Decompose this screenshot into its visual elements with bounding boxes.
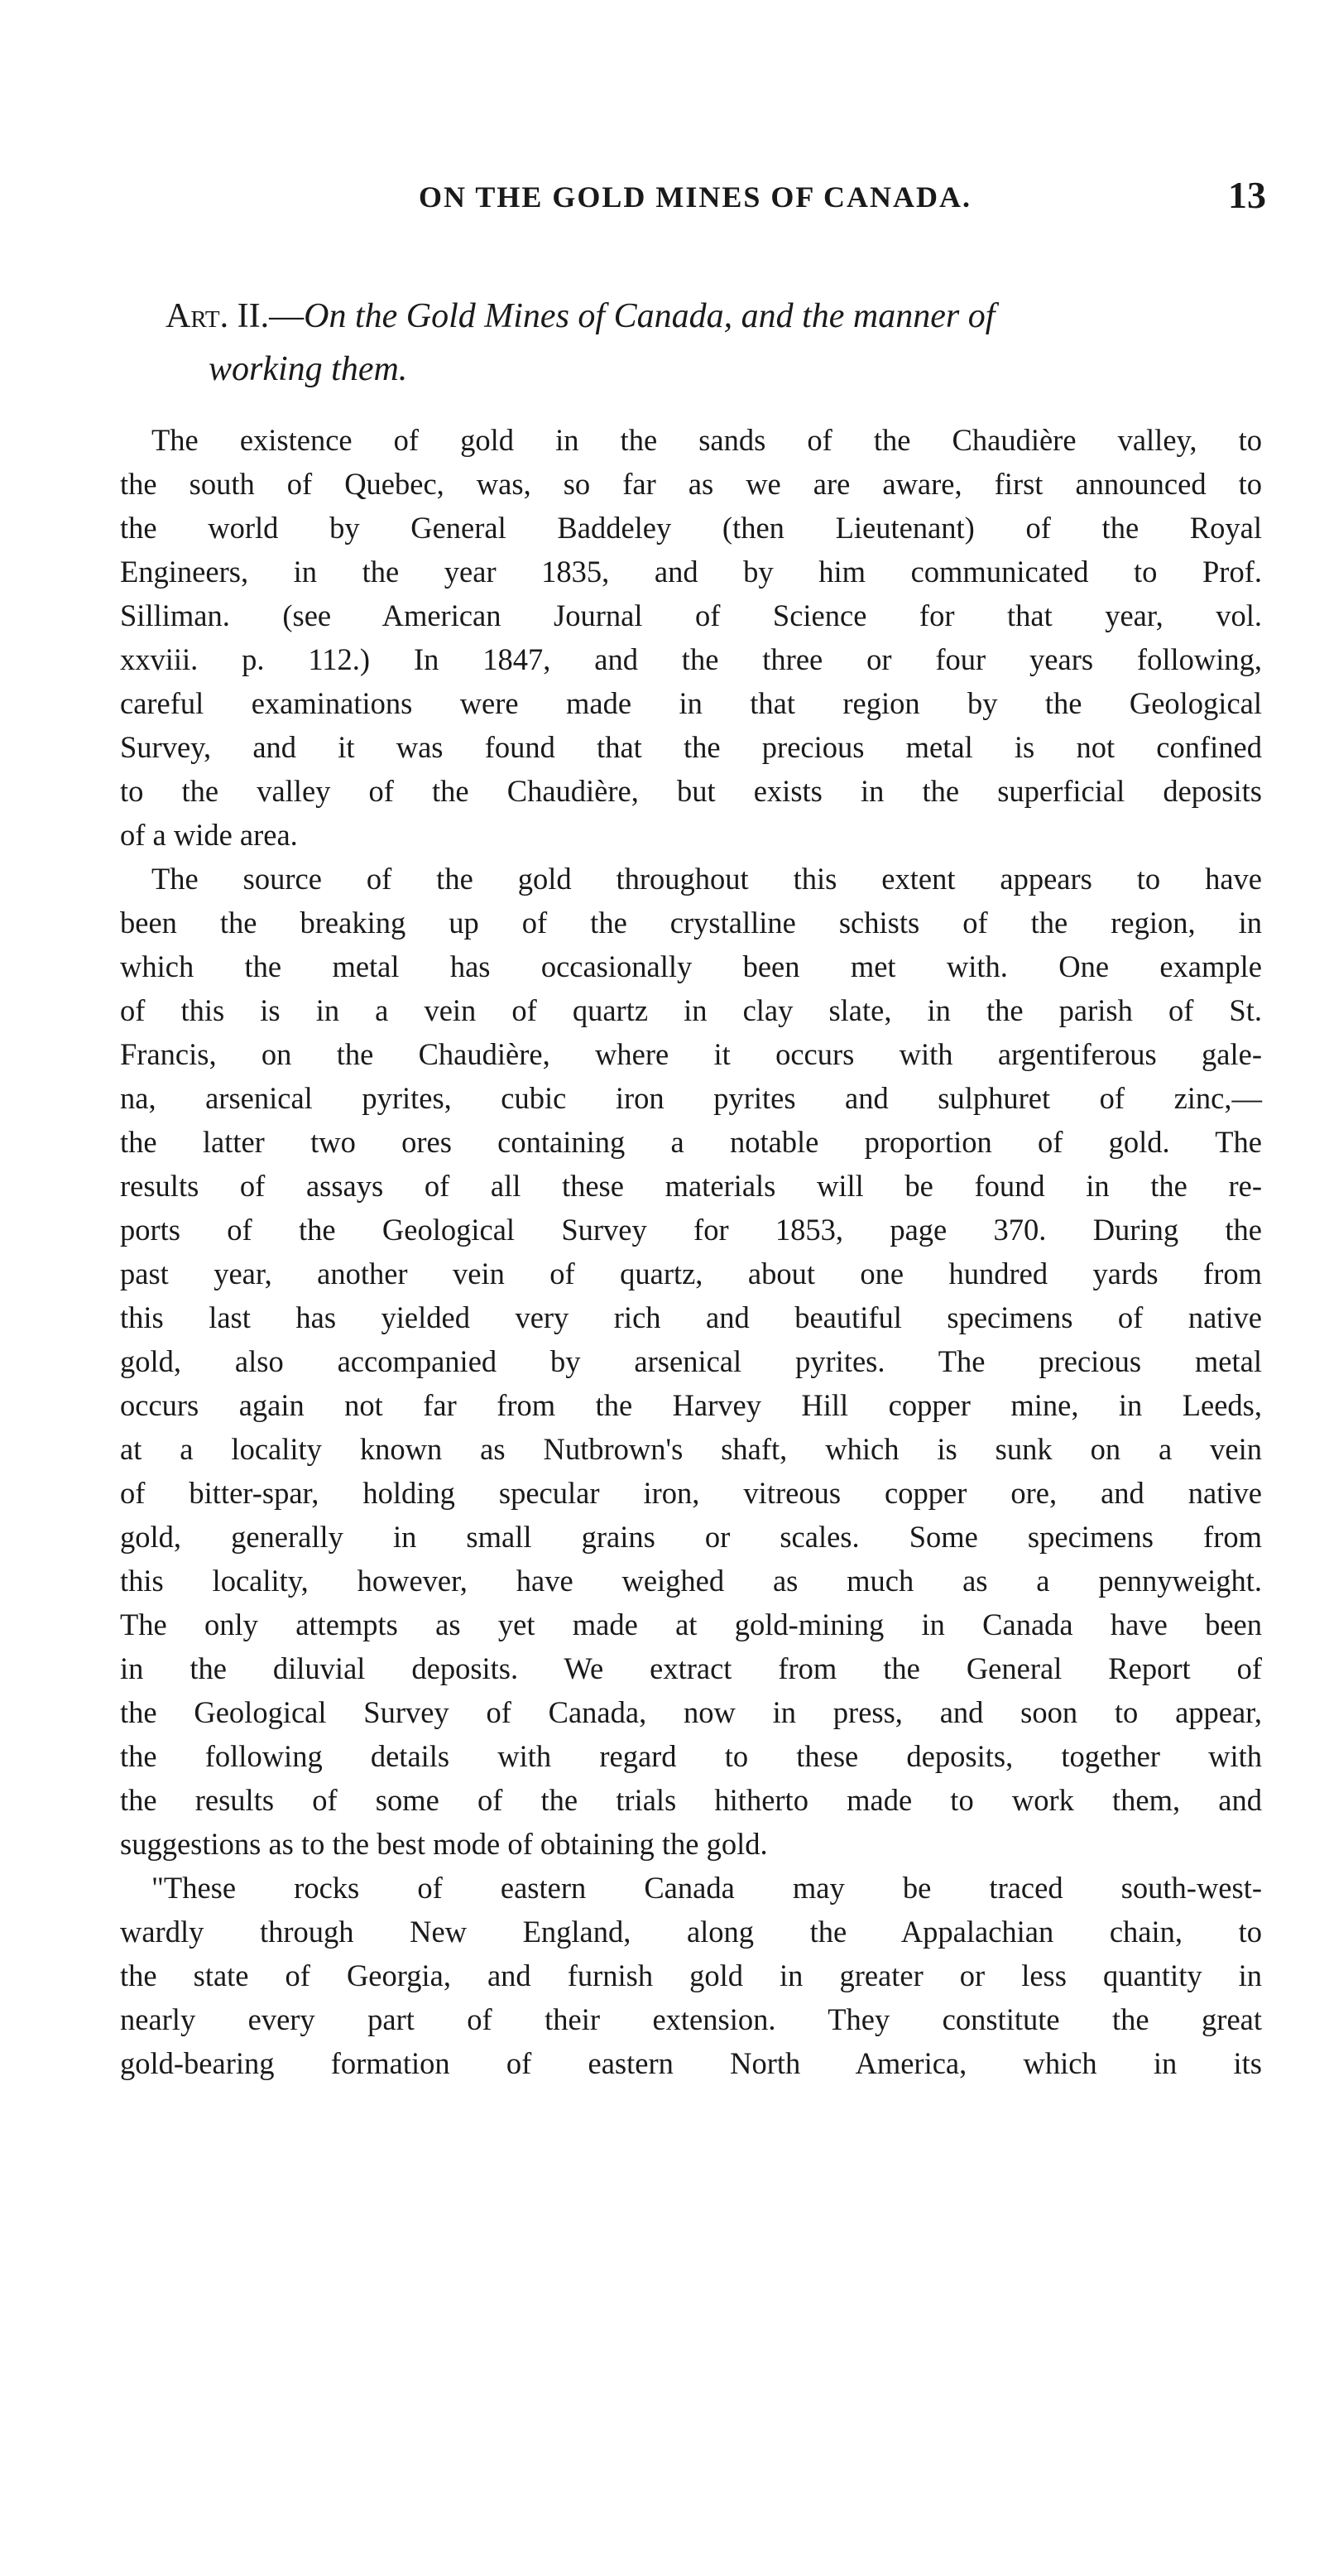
text-line: the Geological Survey of Canada, now in press, and soon to appear, bbox=[120, 1695, 1262, 1729]
paragraph bbox=[120, 857, 1262, 1866]
text-line: which the metal has occasionally been met with. One example bbox=[120, 949, 1262, 983]
text-line: occurs again not far from the Harvey Hill copper mine, in Leeds, bbox=[120, 1388, 1262, 1422]
text-line: the state of Georgia, and furnish gold in greater or less quantity in bbox=[120, 1958, 1262, 1992]
text-line: The existence of gold in the sands of the Chaudière valley, to bbox=[151, 423, 1262, 457]
text-line: Francis, on the Chaudière, where it occurs with argentiferous gale- bbox=[120, 1037, 1262, 1071]
text-line: xxviii. p. 112.) In 1847, and the three or four years following, bbox=[120, 642, 1262, 676]
text-line: The source of the gold throughout this extent appears to have bbox=[151, 862, 1262, 896]
text-line: of a wide area. bbox=[120, 818, 298, 852]
text-line: gold, generally in small grains or scales. Some specimens from bbox=[120, 1520, 1262, 1554]
article-label: Art. II. bbox=[166, 297, 270, 335]
article-title-part-2: working them. bbox=[209, 350, 408, 388]
text-line: gold-bearing formation of eastern North America, which in its bbox=[120, 2046, 1262, 2080]
text-line: in the diluvial deposits. We extract from the General Report of bbox=[120, 1651, 1262, 1685]
page-number: 13 bbox=[1228, 174, 1266, 216]
text-line: the results of some of the trials hitherto made to work them, and bbox=[120, 1783, 1262, 1817]
text-line: the following details with regard to these deposits, together with bbox=[120, 1739, 1262, 1773]
text-line: this last has yielded very rich and beautiful specimens of native bbox=[120, 1300, 1262, 1334]
text-line: Silliman. (see American Journal of Science for that year, vol. bbox=[120, 598, 1262, 632]
text-line: na, arsenical pyrites, cubic iron pyrites and sulphuret of zinc,— bbox=[120, 1081, 1262, 1115]
text-line: past year, another vein of quartz, about one hundred yards from bbox=[120, 1257, 1262, 1290]
text-line: ports of the Geological Survey for 1853, page 370. During the bbox=[120, 1213, 1262, 1247]
text-line: Engineers, in the year 1835, and by him communicated to Prof. bbox=[120, 555, 1262, 589]
text-line: the latter two ores containing a notable proportion of gold. The bbox=[120, 1125, 1262, 1159]
text-line: results of assays of all these materials will be found in the re- bbox=[120, 1169, 1262, 1203]
running-title: ON THE GOLD MINES OF CANADA. bbox=[418, 180, 972, 214]
text-line: at a locality known as Nutbrown's shaft, which is sunk on a vein bbox=[120, 1432, 1262, 1466]
text-line: suggestions as to the best mode of obtaining the gold. bbox=[120, 1827, 768, 1861]
text-line: nearly every part of their extension. They constitute the great bbox=[120, 2002, 1262, 2036]
text-line: the world by General Baddeley (then Lieutenant) of the Royal bbox=[120, 511, 1262, 545]
article-heading bbox=[166, 290, 1258, 396]
text-line: wardly through New England, along the Appalachian chain, to bbox=[120, 1915, 1262, 1949]
text-line: this locality, however, have weighed as much as a pennyweight. bbox=[120, 1564, 1262, 1598]
article-heading-line-1 bbox=[166, 290, 1258, 343]
text-line: "These rocks of eastern Canada may be traced south-west- bbox=[151, 1871, 1262, 1905]
body-text bbox=[120, 418, 1262, 2085]
article-dash: — bbox=[269, 297, 305, 335]
paragraph bbox=[120, 1866, 1262, 2085]
text-line: gold, also accompanied by arsenical pyrites. The precious metal bbox=[120, 1344, 1262, 1378]
text-line: of bitter-spar, holding specular iron, vitreous copper ore, and native bbox=[120, 1476, 1262, 1510]
text-line: Survey, and it was found that the precious metal is not confined bbox=[120, 730, 1262, 764]
text-line: been the breaking up of the crystalline schists of the region, in bbox=[120, 906, 1262, 940]
running-head bbox=[124, 172, 1266, 222]
text-line: the south of Quebec, was, so far as we are aware, first announced to bbox=[120, 467, 1262, 501]
text-line: careful examinations were made in that region by the Geological bbox=[120, 686, 1262, 720]
text-line: The only attempts as yet made at gold-mining in Canada have been bbox=[120, 1608, 1262, 1641]
paragraph bbox=[120, 418, 1262, 857]
article-title-part-1: On the Gold Mines of Canada, and the manner of bbox=[304, 297, 996, 335]
text-line: to the valley of the Chaudière, but exists in the superficial deposits bbox=[120, 774, 1262, 808]
text-line: of this is in a vein of quartz in clay slate, in the parish of St. bbox=[120, 993, 1262, 1027]
